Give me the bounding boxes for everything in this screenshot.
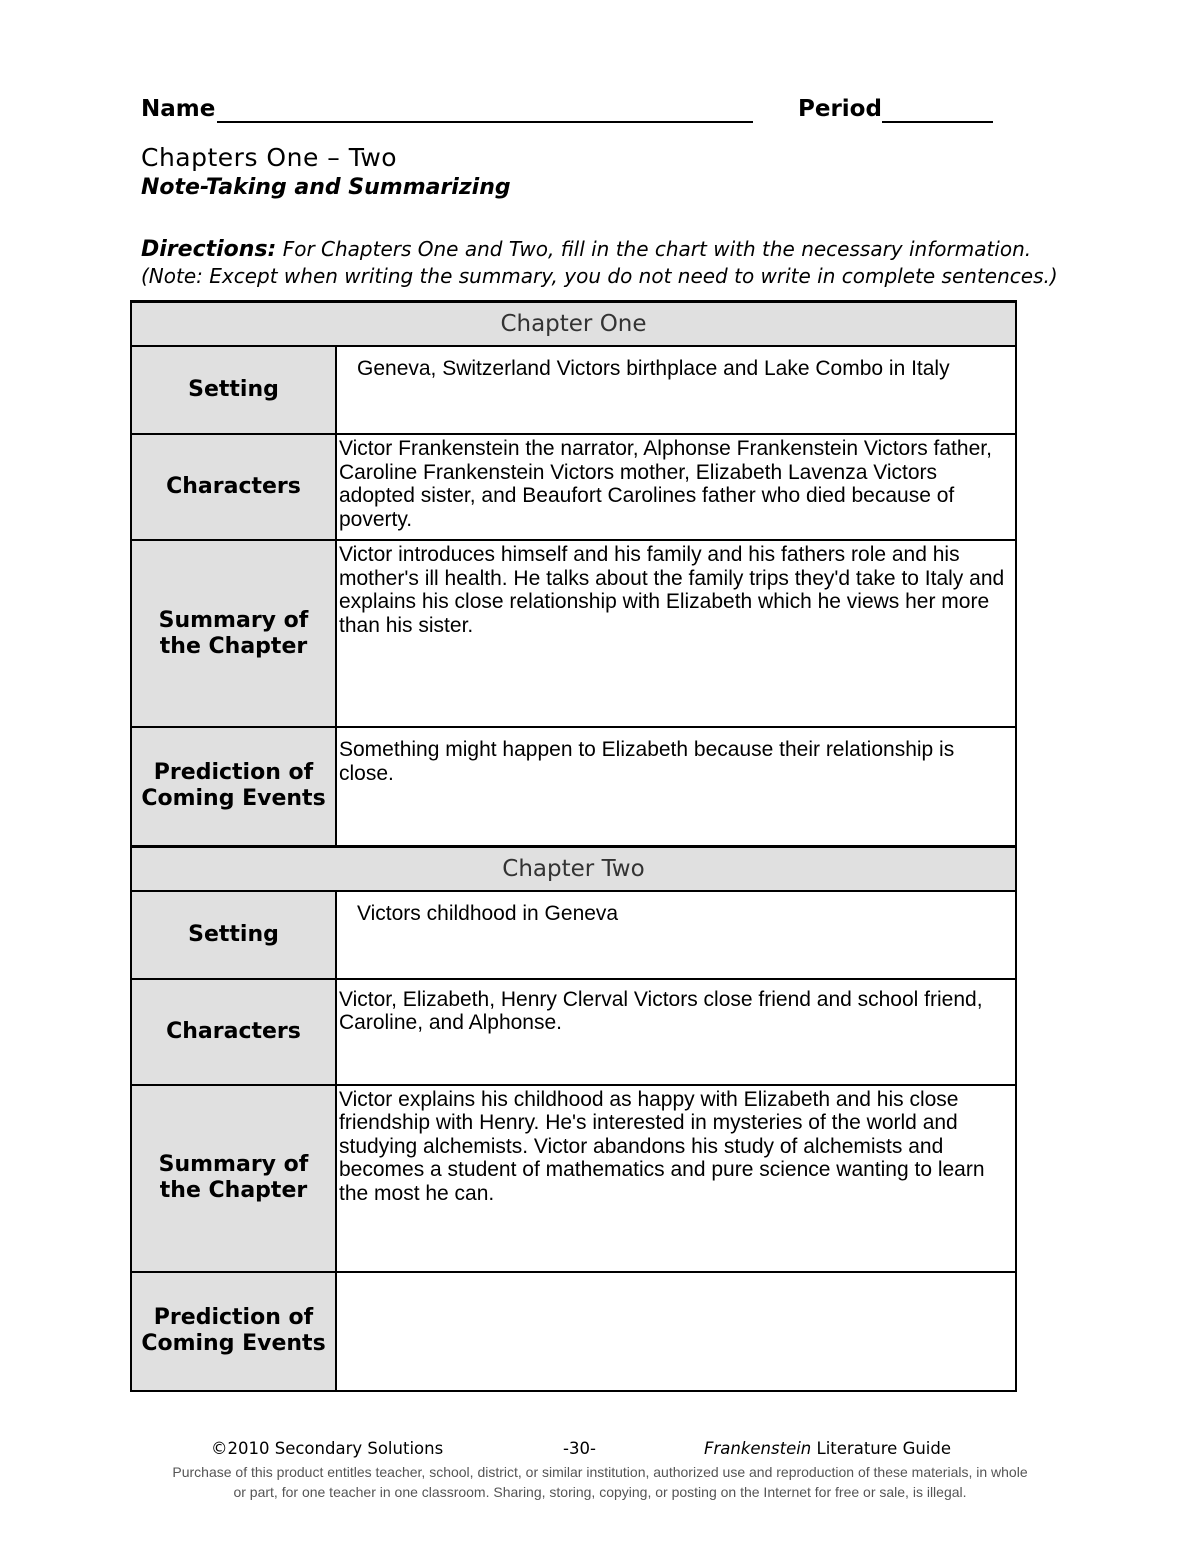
table-row [131, 1272, 1016, 1391]
characters-cell[interactable]: Victor Frankenstein the narrator, Alphonse Frankenstein Victors father, Caroline Frankenstein Victors mother, Elizabeth Lavenza Victors adopted sister, and Beaufort Carolines father who died because of poverty. [336, 434, 1016, 540]
summary-label-line-1: Summary of [158, 607, 309, 633]
table-row [131, 540, 1016, 727]
summary-label-line-2: the Chapter [159, 1178, 308, 1203]
footer-page-number: -30- [563, 1439, 596, 1458]
table-row [131, 1085, 1016, 1272]
directions-line-2: (Note: Except when writing the summary, you do not need to write in complete sentences.) [141, 264, 1058, 288]
characters-cell[interactable]: Victor, Elizabeth, Henry Clerval Victors close friend and school friend, Caroline, and Alphonse. [336, 979, 1016, 1085]
chapter-one-header-row [131, 302, 1016, 347]
directions [141, 236, 1101, 290]
chapter-heading: Chapter One [131, 302, 1016, 347]
period-blank-line[interactable] [882, 121, 993, 123]
prediction-label-line-1: Prediction of [153, 1305, 314, 1330]
prediction-label-line-1: Prediction of [153, 760, 314, 786]
directions-line-1: For Chapters One and Two, fill in the chart with the necessary information. [282, 237, 1032, 261]
name-label: Name [141, 96, 216, 122]
footer-guide-label: Literature Guide [811, 1439, 952, 1458]
name-period-row [141, 96, 996, 128]
table-row [131, 979, 1016, 1085]
footer-book-title: Frankenstein [704, 1439, 812, 1458]
footer-copyright: ©2010 Secondary Solutions [211, 1439, 444, 1458]
footer-notice-line-1: Purchase of this product entitles teacher, school, district, or similar institution, authorized use and reproduction of these materials, in whole [172, 1464, 1028, 1480]
table-row [131, 891, 1016, 979]
prediction-label-line-2: Coming Events [141, 786, 326, 812]
directions-label: Directions: [141, 237, 277, 262]
period-label: Period [798, 96, 882, 122]
table-row [131, 727, 1016, 846]
prediction-cell[interactable] [336, 1272, 1016, 1391]
row-label-summary [131, 1085, 336, 1272]
summary-cell[interactable]: Victor explains his childhood as happy with Elizabeth and his close friendship with Henry. He's interested in mysteries of the world and studying alchemists. Victor abandons his study of alchemists and becomes a student of mathematics and pure science wanting to learn the most he can. [336, 1085, 1016, 1272]
setting-cell[interactable]: Geneva, Switzerland Victors birthplace and Lake Combo in Italy [336, 346, 1016, 434]
table-row [131, 346, 1016, 434]
page-title: Chapters One – Two [141, 143, 398, 172]
row-label-setting: Setting [131, 346, 336, 434]
summary-label-line-1: Summary of [158, 1152, 309, 1177]
row-label-prediction [131, 1272, 336, 1391]
row-label-summary [131, 540, 336, 727]
chapter-two-header-row [131, 846, 1016, 891]
row-label-characters: Characters [131, 979, 336, 1085]
setting-cell[interactable]: Victors childhood in Geneva [336, 891, 1016, 979]
footer-notice-line-2: or part, for one teacher in one classroom. Sharing, storing, copying, or posting on the Internet for free or sale, is illegal. [233, 1484, 967, 1500]
summary-cell[interactable]: Victor introduces himself and his family and his fathers role and his mother's ill health. He talks about the family trips they'd take to Italy and explains his close relationship with Elizabeth which he views her more than his sister. [336, 540, 1016, 727]
page-subtitle: Note-Taking and Summarizing [141, 175, 511, 200]
prediction-label-line-2: Coming Events [141, 1331, 326, 1356]
footer-guide-title [704, 1439, 951, 1458]
summary-label-line-2: the Chapter [159, 633, 308, 659]
table-row [131, 434, 1016, 540]
row-label-characters: Characters [131, 434, 336, 540]
note-taking-chart [130, 300, 1017, 1392]
row-label-setting: Setting [131, 891, 336, 979]
name-blank-line[interactable] [217, 121, 753, 123]
prediction-cell[interactable]: Something might happen to Elizabeth because their relationship is close. [336, 727, 1016, 846]
row-label-prediction [131, 727, 336, 846]
chapter-heading: Chapter Two [131, 846, 1016, 891]
